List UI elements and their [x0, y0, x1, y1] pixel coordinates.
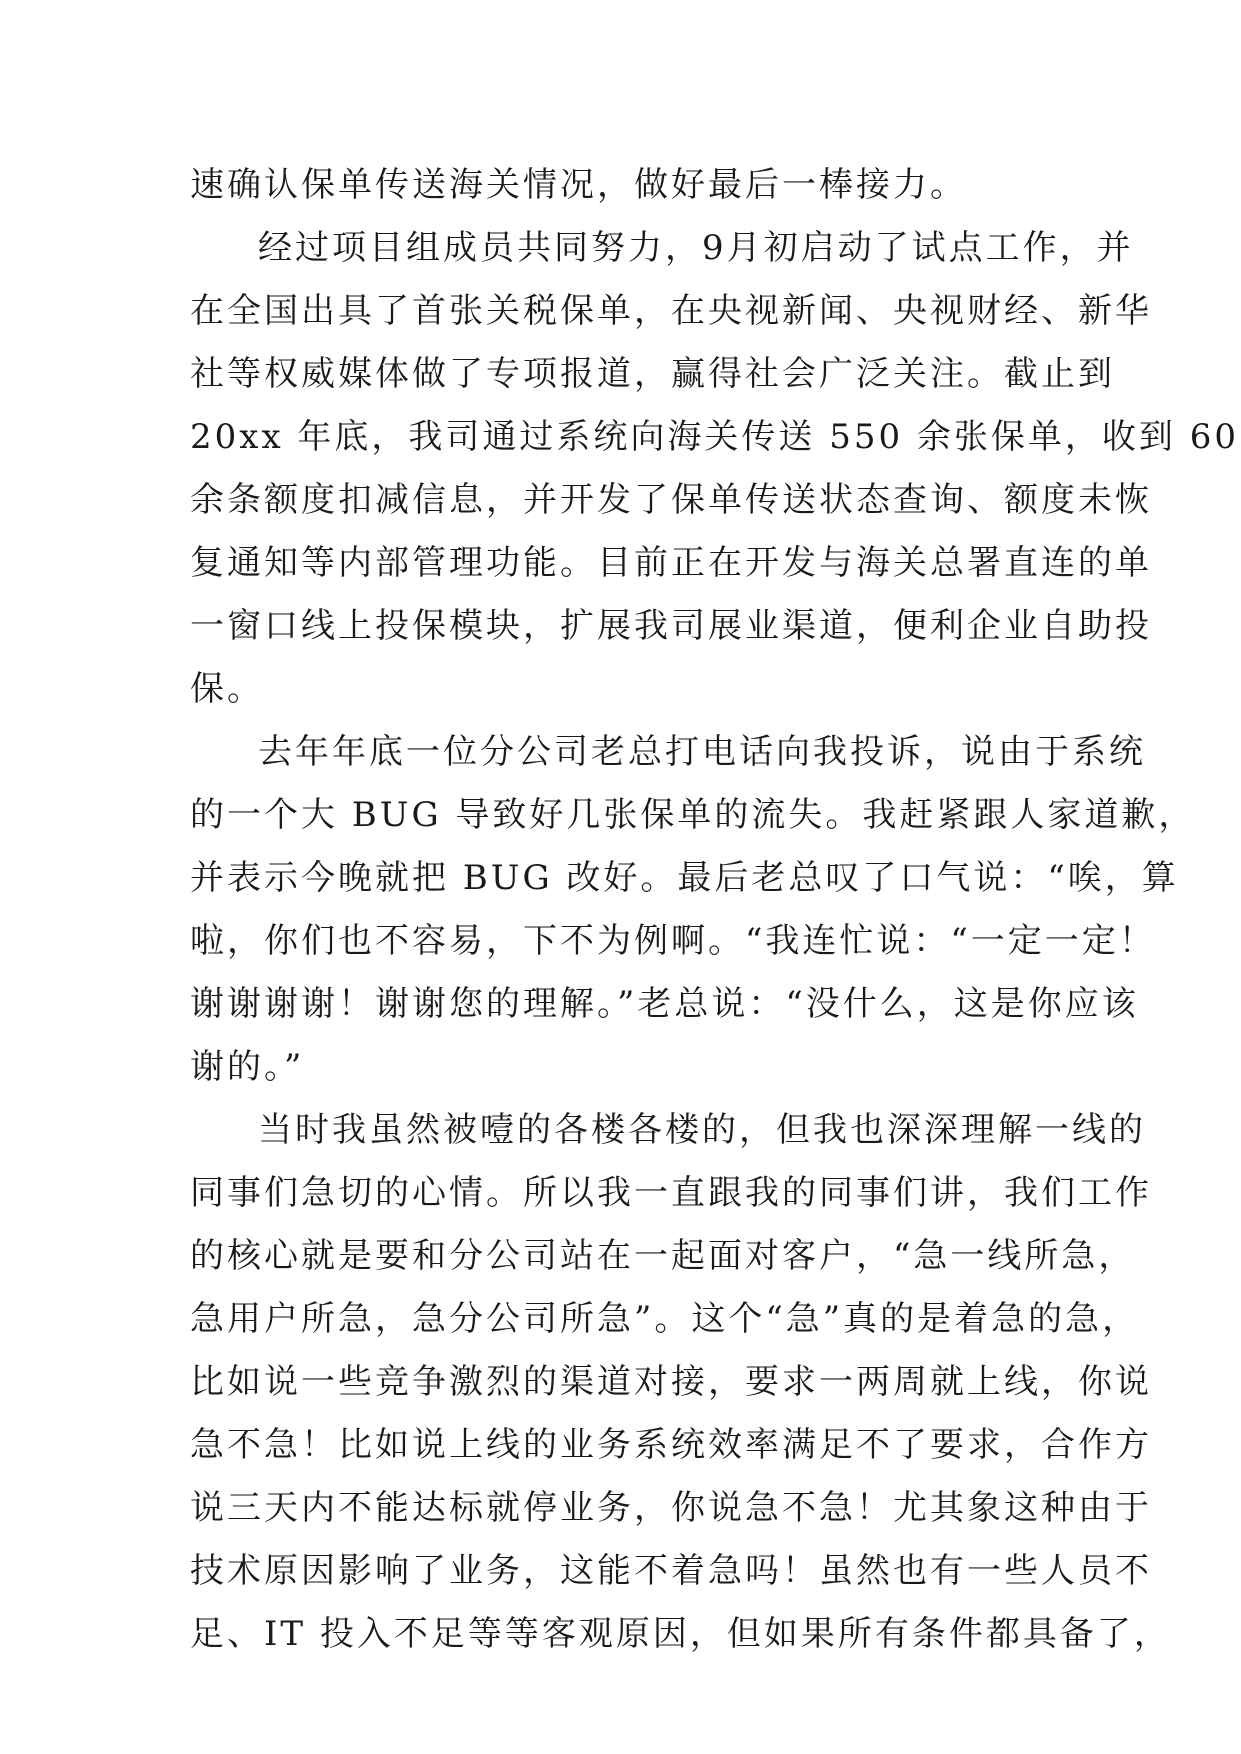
text-line: 社等权威媒体做了专项报道，赢得社会广泛关注。截止到 — [190, 354, 1115, 394]
text-line: 余条额度扣减信息，并开发了保单传送状态查询、额度未恢 — [190, 480, 1152, 520]
text-line: 复通知等内部管理功能。目前正在开发与海关总署直连的单 — [190, 543, 1152, 583]
text-line: 比如说一些竞争激烈的渠道对接，要求一两周就上线，你说 — [190, 1362, 1152, 1402]
text-line: 的核心就是要和分公司站在一起面对客户，“急一线所急， — [190, 1236, 1136, 1276]
text-line: 20xx 年底，我司通过系统向海关传送 550 余张保单，收到 60 — [190, 417, 1240, 457]
text-line: 说三天内不能达标就停业务，你说急不急！尤其象这种由于 — [190, 1488, 1152, 1528]
text-line: 当时我虽然被噎的各楼各楼的，但我也深深理解一线的 — [258, 1110, 1146, 1150]
text-line: 急不急！比如说上线的业务系统效率满足不了要求，合作方 — [190, 1425, 1152, 1465]
text-line: 的一个大 BUG 导致好几张保单的流失。我赶紧跟人家道歉， — [190, 795, 1196, 835]
text-line: 同事们急切的心情。所以我一直跟我的同事们讲，我们工作 — [190, 1173, 1152, 1213]
text-line: 去年年底一位分公司老总打电话向我投诉，说由于系统 — [258, 732, 1146, 772]
text-line: 保。 — [190, 669, 264, 709]
text-line: 急用户所急，急分公司所急”。这个“急”真的是着急的急， — [190, 1299, 1140, 1339]
text-line: 在全国出具了首张关税保单，在央视新闻、央视财经、新华 — [190, 291, 1152, 331]
text-line: 速确认保单传送海关情况，做好最后一棒接力。 — [190, 165, 967, 205]
text-line: 谢的。” — [190, 1047, 305, 1087]
text-line: 足、IT 投入不足等等客观原因，但如果所有条件都具备了， — [190, 1614, 1171, 1654]
text-line: 谢谢谢谢！谢谢您的理解。”老总说：“没什么，这是你应该 — [190, 984, 1139, 1024]
text-line: 技术原因影响了业务，这能不着急吗！虽然也有一些人员不 — [190, 1551, 1152, 1591]
text-line: 一窗口线上投保模块，扩展我司展业渠道，便利企业自助投 — [190, 606, 1152, 646]
text-line: 经过项目组成员共同努力，9月初启动了试点工作，并 — [258, 228, 1134, 268]
text-line: 啦，你们也不容易，下不为例啊。“我连忙说：“一定一定！ — [190, 921, 1156, 961]
text-line: 并表示今晚就把 BUG 改好。最后老总叹了口气说：“唉，算 — [190, 858, 1179, 898]
